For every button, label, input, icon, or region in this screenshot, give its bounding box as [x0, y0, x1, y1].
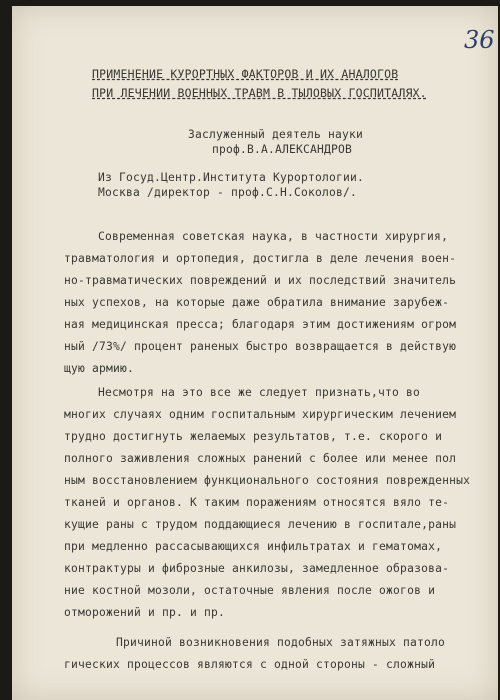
- page-number: 36: [464, 26, 495, 54]
- body-line: при медленно рассасывающихся инфильтратах и гематомах,: [64, 540, 443, 553]
- body-line: Современная советская наука, в частности хирургия,: [98, 230, 449, 243]
- body-line: ных успехов, на которые даже обратила внимание зарубеж-: [64, 296, 450, 309]
- body-line: травматология и ортопедия, достигла в деле лечения воен-: [64, 252, 457, 265]
- title-line-1: ПРИМЕНЕНИЕ КУРОРТНЫХ ФАКТОРОВ И ИХ АНАЛОГОВ: [92, 67, 399, 81]
- body-line: щую армию.: [64, 362, 135, 375]
- body-line: кущие раны с трудом поддающиеся лечению в госпитале,раны: [64, 518, 457, 531]
- institution-line-1: Из Госуд.Центр.Института Курортологии.: [98, 171, 365, 184]
- body-line: ный /73%/ процент раненых быстро возвращается в действую: [64, 340, 457, 353]
- body-line: Причиной возникновения подобных затяжных патоло: [116, 636, 446, 649]
- body-line: ние костной мозоли, остаточные явления после ожогов и: [64, 584, 436, 597]
- document-page: [12, 6, 498, 700]
- body-line: ная медицинская пресса; благодаря этим достижениям огром: [64, 318, 457, 331]
- body-line: гических процессов являются с одной стороны - сложный: [64, 658, 436, 671]
- body-line: ным восстановлением функционального состояния поврежденных: [64, 474, 471, 487]
- body-line: многих случаях одним госпитальным хирургическим лечением: [64, 408, 457, 421]
- body-line: отморожений и пр. и пр.: [64, 606, 226, 619]
- author-line-1: Заслуженный деятель науки: [188, 128, 364, 141]
- body-line: контрактуры и фиброзные анкилозы, замедленное образова-: [64, 562, 450, 575]
- body-line: полного заживления сложных ранений с более или менее пол: [64, 452, 457, 465]
- body-line: Несмотря на это все же следует признать,что во: [98, 386, 421, 399]
- body-line: но-травматических повреждений и их последствий значитель: [64, 274, 457, 287]
- body-line: трудно достигнуть желаемых результатов, т.е. скорого и: [64, 430, 443, 443]
- body-line: тканей и органов. К таким поражениям относятся вяло те-: [64, 496, 450, 509]
- institution-line-2: Москва /директор - проф.С.Н.Соколов/.: [98, 186, 358, 199]
- title-line-2: ПРИ ЛЕЧЕНИИ ВОЕННЫХ ТРАВМ В ТЫЛОВЫХ ГОСПИТАЛЯХ.: [92, 86, 427, 100]
- author-line-2: проф.В.А.АЛЕКСАНДРОВ: [212, 143, 353, 156]
